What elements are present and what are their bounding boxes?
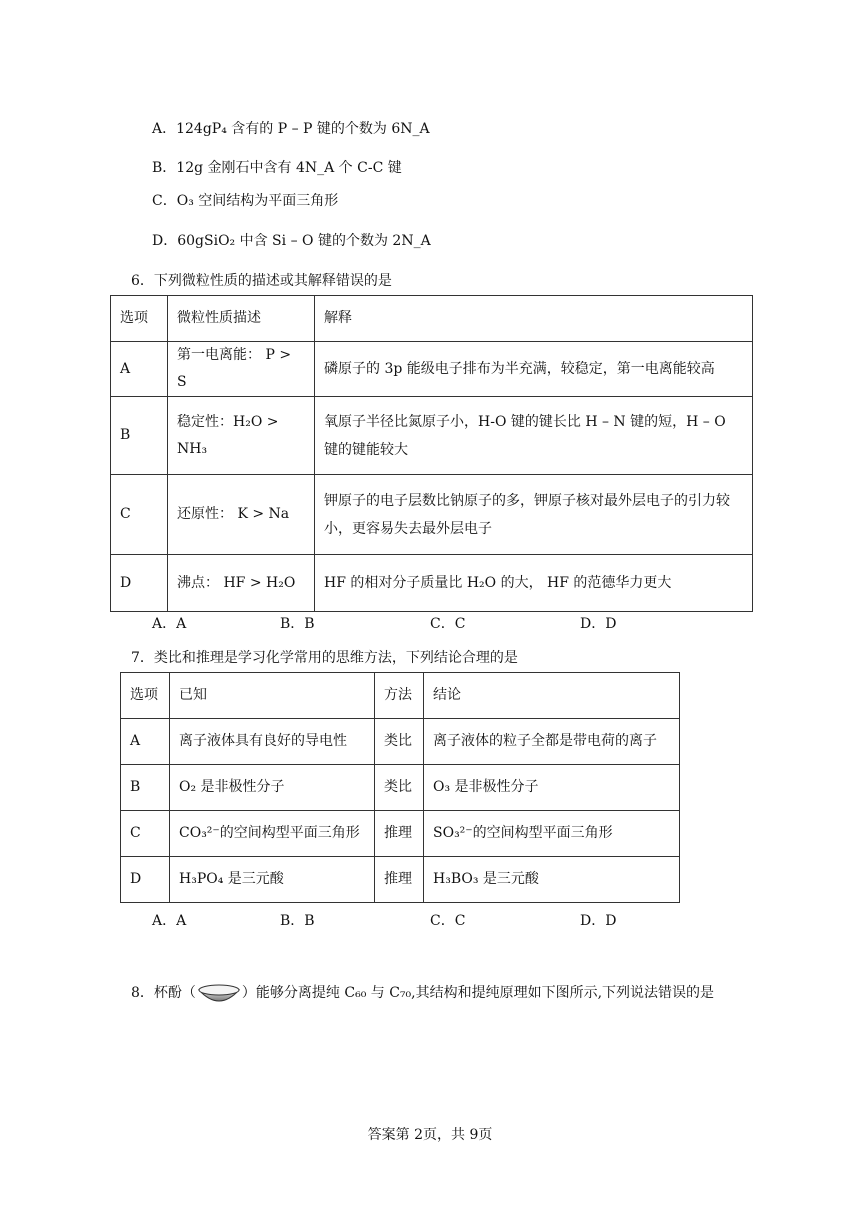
table-cell: H₃BO₃ 是三元酸 xyxy=(424,857,680,903)
q8-stem xyxy=(131,982,714,1004)
table-cell: SO₃²⁻的空间构型平面三角形 xyxy=(424,811,680,857)
calixarene-bowl-icon xyxy=(197,982,241,1004)
table-row xyxy=(111,342,753,397)
table-cell: H₃PO₄ 是三元酸 xyxy=(170,857,375,903)
table-cell: B xyxy=(121,765,170,811)
table-cell: A xyxy=(121,719,170,765)
table-cell: B xyxy=(111,397,168,475)
table-row xyxy=(111,475,753,555)
table-cell: O₃ 是非极性分子 xyxy=(424,765,680,811)
table-row xyxy=(121,857,680,903)
table-row xyxy=(111,555,753,612)
q5-option-d: D．60gSiO₂ 中含 Si – O 键的个数为 2N_A xyxy=(152,233,431,249)
page-footer: 答案第 2页，共 9页 xyxy=(367,1127,493,1143)
table-cell: 离子液体的粒子全都是带电荷的离子 xyxy=(424,719,680,765)
choice-a[interactable]: A．A xyxy=(152,913,187,929)
table-cell: 还原性： K > Na xyxy=(168,475,315,555)
choice-a[interactable]: A．A xyxy=(152,616,187,632)
table-cell: 稳定性：H₂O > NH₃ xyxy=(168,397,315,475)
q5-option-b: B．12g 金刚石中含有 4N_A 个 C-C 键 xyxy=(152,160,402,176)
q5-option-a: A．124gP₄ 含有的 P – P 键的个数为 6N_A xyxy=(152,121,430,137)
table-row xyxy=(111,397,753,475)
table-cell: 钾原子的电子层数比钠原子的多，钾原子核对最外层电子的引力较小，更容易失去最外层电子 xyxy=(315,475,753,555)
choice-b[interactable]: B．B xyxy=(280,616,315,632)
table-header: 解释 xyxy=(315,296,753,342)
choice-b[interactable]: B．B xyxy=(280,913,315,929)
table-cell: CO₃²⁻的空间构型平面三角形 xyxy=(170,811,375,857)
table-cell: 推理 xyxy=(375,857,424,903)
table-cell: 离子液体具有良好的导电性 xyxy=(170,719,375,765)
table-cell: C xyxy=(111,475,168,555)
q5-option-c: C．O₃ 空间结构为平面三角形 xyxy=(152,193,339,209)
q8-stem-after: ）能够分离提纯 C₆₀ 与 C₇₀,其结构和提纯原理如下图所示,下列说法错误的是 xyxy=(241,985,715,1001)
table-row xyxy=(121,811,680,857)
table-row xyxy=(121,673,680,719)
table-cell: D xyxy=(111,555,168,612)
q6-table xyxy=(110,295,753,612)
table-header: 选项 xyxy=(121,673,170,719)
q7-table xyxy=(120,672,680,903)
table-cell: 沸点： HF > H₂O xyxy=(168,555,315,612)
table-row xyxy=(121,765,680,811)
table-cell: HF 的相对分子质量比 H₂O 的大， HF 的范德华力更大 xyxy=(315,555,753,612)
table-cell: 类比 xyxy=(375,765,424,811)
choice-c[interactable]: C．C xyxy=(430,616,466,632)
choice-c[interactable]: C．C xyxy=(430,913,466,929)
q7-stem: 7．类比和推理是学习化学常用的思维方法，下列结论合理的是 xyxy=(131,650,518,666)
q8-stem-before: 8．杯酚（ xyxy=(131,985,196,1001)
table-header: 已知 xyxy=(170,673,375,719)
table-cell: 类比 xyxy=(375,719,424,765)
q6-stem: 6．下列微粒性质的描述或其解释错误的是 xyxy=(131,273,392,289)
table-cell: O₂ 是非极性分子 xyxy=(170,765,375,811)
table-row xyxy=(111,296,753,342)
table-row xyxy=(121,719,680,765)
table-cell: C xyxy=(121,811,170,857)
table-header: 方法 xyxy=(375,673,424,719)
table-cell: D xyxy=(121,857,170,903)
choice-d[interactable]: D．D xyxy=(580,913,617,929)
table-header: 微粒性质描述 xyxy=(168,296,315,342)
choice-d[interactable]: D．D xyxy=(580,616,617,632)
table-header: 选项 xyxy=(111,296,168,342)
table-cell: 推理 xyxy=(375,811,424,857)
table-cell: 氧原子半径比氮原子小，H-O 键的键长比 H – N 键的短，H – O 键的键能较大 xyxy=(315,397,753,475)
table-cell: 第一电离能： P > S xyxy=(168,342,315,397)
table-header: 结论 xyxy=(424,673,680,719)
table-cell: 磷原子的 3p 能级电子排布为半充满，较稳定，第一电离能较高 xyxy=(315,342,753,397)
table-cell: A xyxy=(111,342,168,397)
